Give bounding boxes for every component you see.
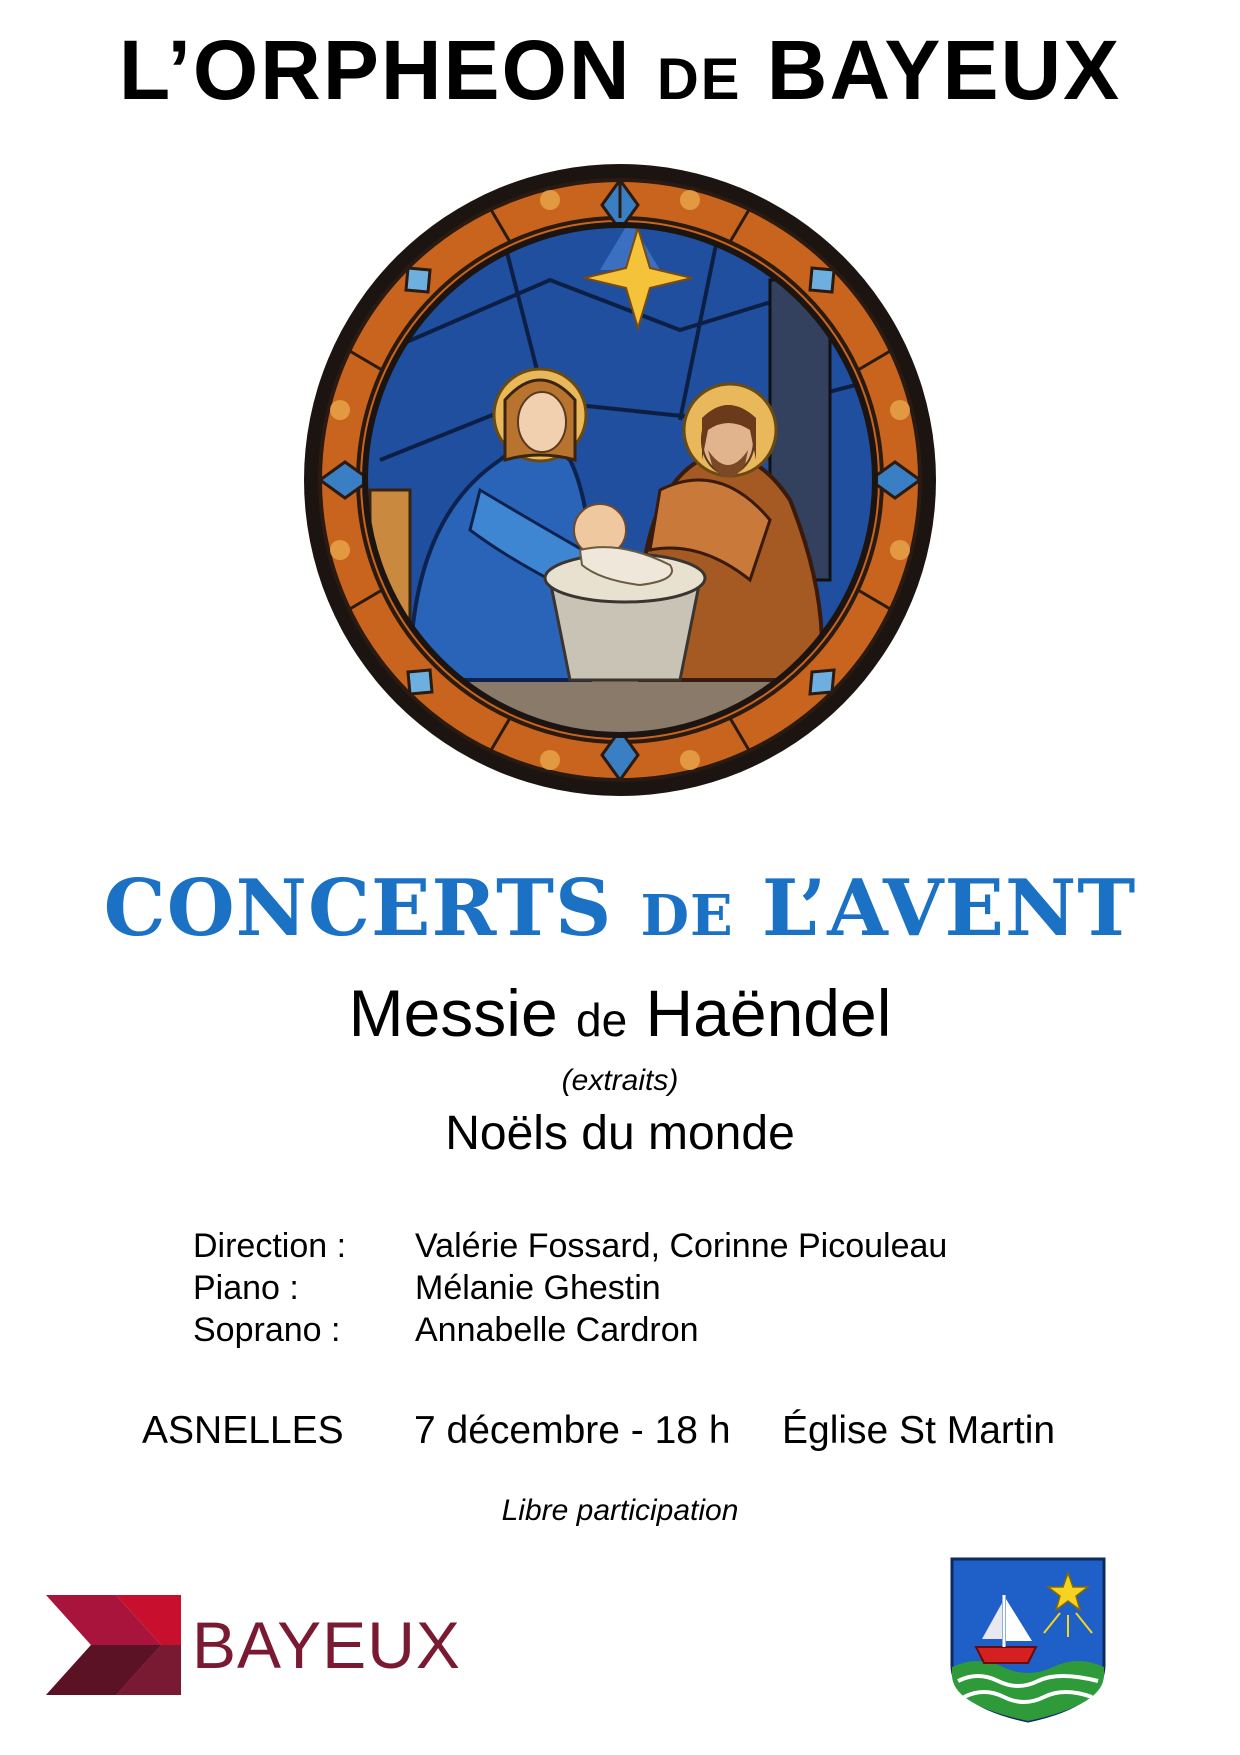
admission-note: Libre participation [501, 1494, 739, 1527]
bayeux-logo-label: BAYEUX [192, 1608, 461, 1682]
title-part-2: DE [656, 47, 742, 112]
performance-venue: Église St Martin [782, 1409, 1056, 1452]
nativity-stained-glass-icon [300, 160, 940, 800]
credit-role: Direction : [193, 1227, 347, 1265]
credit-name: Valérie Fossard, Corinne Picouleau [415, 1227, 948, 1265]
program-second-work: Noëls du monde [445, 1107, 795, 1160]
credit-role: Soprano : [193, 1311, 341, 1349]
credit-role: Piano : [193, 1269, 299, 1307]
event-heading-part-1: CONCERTS [103, 863, 641, 954]
program-main-work [0, 976, 1240, 1050]
poster-title [0, 23, 1240, 117]
credit-name: Mélanie Ghestin [415, 1269, 661, 1307]
program-work-part-3: Haëndel [627, 976, 892, 1050]
credit-row [193, 1225, 947, 1267]
program-work-part-2: de [576, 994, 628, 1046]
event-heading [0, 863, 1240, 954]
program-work-note: (extraits) [561, 1064, 679, 1097]
performance-line [142, 1411, 1055, 1450]
performance-date-time: 7 décembre - 18 h [414, 1409, 731, 1452]
event-heading-part-2: DE [640, 883, 734, 949]
program-work-part-1: Messie [348, 976, 576, 1050]
title-part-3: BAYEUX [741, 23, 1122, 117]
credits-list [193, 1225, 947, 1351]
credit-row [193, 1267, 947, 1309]
credit-row [193, 1309, 947, 1351]
performance-town: ASNELLES [142, 1409, 344, 1452]
title-part-1: L’ORPHEON [118, 23, 657, 117]
credit-name: Annabelle Cardron [415, 1311, 699, 1349]
event-heading-part-3: L’AVENT [733, 863, 1137, 954]
asnelles-coat-of-arms-icon [948, 1555, 1108, 1725]
